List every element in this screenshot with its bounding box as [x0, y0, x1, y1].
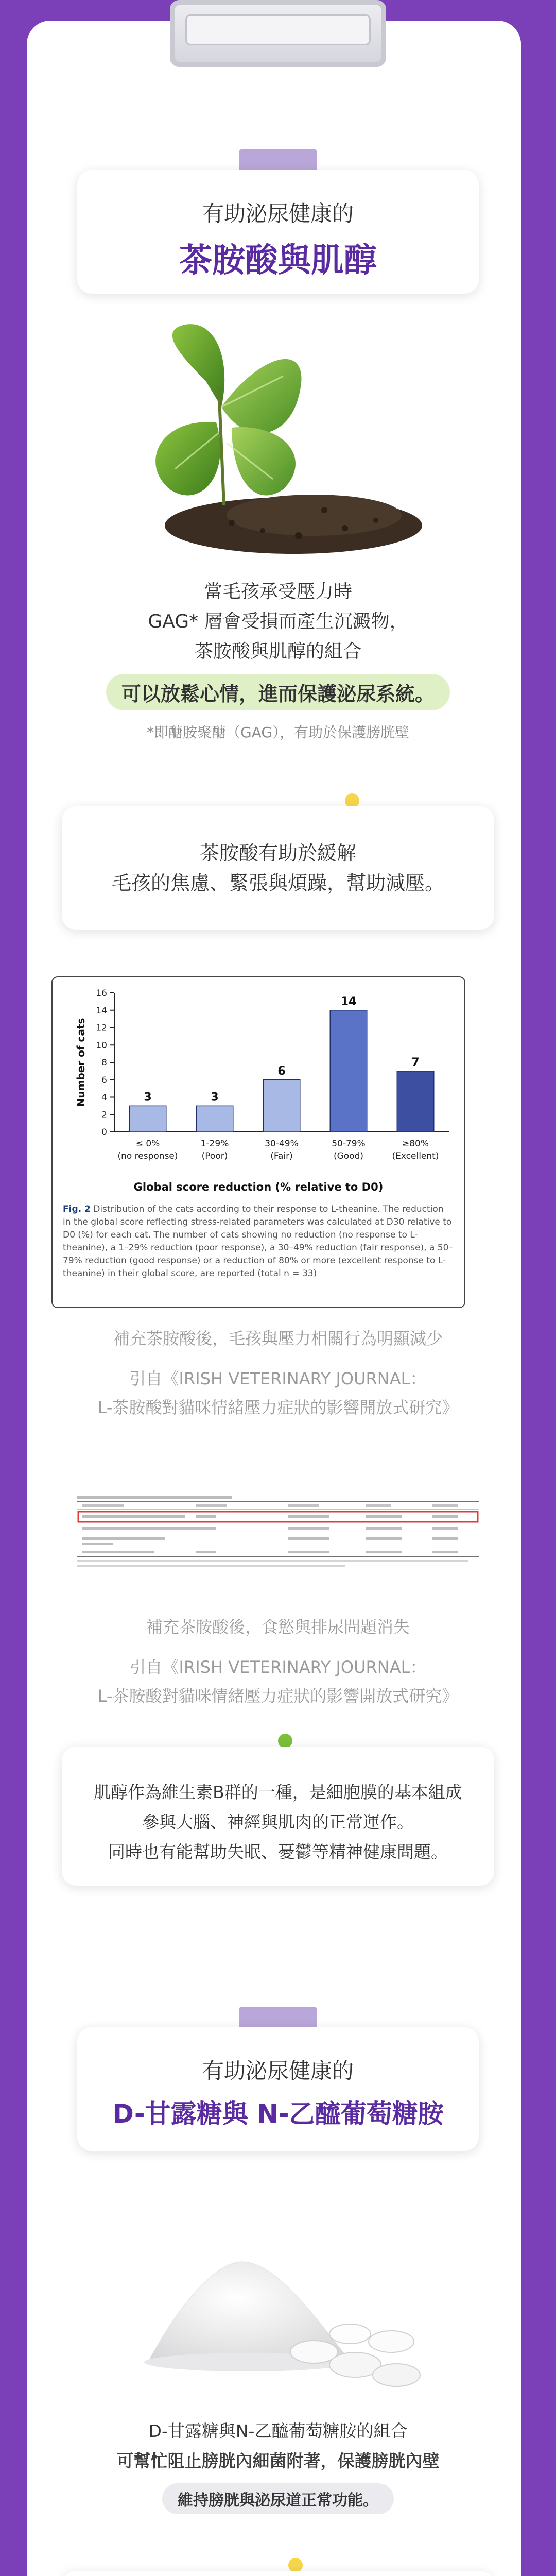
- chart-x-tick-label: (no response): [117, 1151, 178, 1161]
- chart-y-tick-label: 16: [96, 988, 107, 998]
- chart-cite-line1: 引自《IRISH VETERINARY JOURNAL：: [129, 1369, 427, 1388]
- chart-caption: [51, 1324, 505, 1422]
- section1-desc-line3: 茶胺酸與肌醇的組合: [194, 641, 361, 662]
- clipboard-clip-icon: [170, 0, 386, 67]
- chart-bar: [129, 1106, 166, 1132]
- chart-y-tick-label: 0: [101, 1127, 107, 1138]
- chart-cite-line2: L-茶胺酸對貓咪情緒壓力症狀的影響開放式研究》: [97, 1398, 459, 1417]
- theanine-line1: 茶胺酸有助於緩解: [199, 842, 356, 865]
- chart-caption-label: Fig. 2: [63, 1204, 91, 1214]
- chart-y-tick-label: 12: [96, 1023, 107, 1033]
- section2-description: [62, 2416, 494, 2476]
- chart-y-tick-label: 14: [96, 1005, 107, 1016]
- chart-x-tick-label: (Fair): [270, 1151, 293, 1161]
- table-caption: [51, 1613, 505, 1710]
- clip-slot: [185, 14, 371, 45]
- chart-y-tick-label: 8: [101, 1058, 107, 1068]
- yellow-dot-icon-2: [288, 2558, 303, 2572]
- chart-figure: [51, 976, 465, 1308]
- chart-caption-text: Distribution of the cats according to their response to L-theanine. The reduction in the global score reflecting stress-related parameters was calculated at D30 relative to D0 (%) for each cat. The number of cats showing no reduction (no response to L-theanine), a 1–29% reduction (poor response), a 30–49% reduction (fair response), a 50–79% reduction (good response) or a reduction of 80% or more (excellent response to L-theanine) in their global score, are reported (total n = 33): [63, 1204, 453, 1279]
- section1-footnote: *即醣胺聚醣（GAG），有助於保護膀胱壁: [146, 724, 410, 741]
- chart-x-tick-label: (Poor): [201, 1151, 228, 1161]
- chart-x-tick-label: ≤ 0%: [135, 1139, 160, 1149]
- section1-pill-wrap: [72, 674, 484, 710]
- section1-desc-line1: 當毛孩承受壓力時: [203, 581, 352, 602]
- chart-data-label: 14: [340, 995, 357, 1008]
- section2-subtitle: 有助泌尿健康的: [202, 2058, 354, 2083]
- chart-y-tick-label: 10: [96, 1040, 107, 1051]
- mannose-card: [62, 2571, 494, 2576]
- inositol-line2: 參與大腦、神經與肌肉的正常運作。: [142, 1812, 414, 1832]
- inositol-line3: 同時也有能幫助失眠、憂鬱等精神健康問題。: [108, 1842, 448, 1862]
- chart-bar: [397, 1071, 434, 1132]
- table-cite-line1: 引自《IRISH VETERINARY JOURNAL：: [129, 1657, 427, 1677]
- yellow-dot-icon: [345, 793, 359, 808]
- chart-y-tick-label: 2: [101, 1110, 107, 1121]
- chart-bar: [330, 1010, 367, 1132]
- section2-pill-wrap: [62, 2483, 494, 2514]
- section2-title: D-甘露糖與 N-乙醯葡萄糖胺: [112, 2099, 444, 2129]
- table-cite-line2: L-茶胺酸對貓咪情緒壓力症狀的影響開放式研究》: [97, 1686, 459, 1706]
- section2-header-card: [77, 2027, 479, 2151]
- green-dot-icon: [278, 1734, 292, 1748]
- chart-caption-main: 補充茶胺酸後，毛孩與壓力相關行為明顯減少: [113, 1329, 443, 1348]
- chart-x-tick-label: 50-79%: [332, 1139, 366, 1149]
- chart-x-tick-label: 1-29%: [200, 1139, 229, 1149]
- chart-y-tick-label: 6: [101, 1075, 107, 1086]
- chart-bar: [196, 1106, 233, 1132]
- section1-title: 茶胺酸與肌醇: [179, 242, 377, 280]
- theanine-card: [62, 806, 494, 930]
- chart-x-tick-label: ≥80%: [402, 1139, 429, 1149]
- section2-desc-line1: D-甘露糖與N-乙醯葡萄糖胺的組合: [148, 2421, 408, 2441]
- table-caption-main: 補充茶胺酸後，食慾與排尿問題消失: [146, 1617, 410, 1637]
- study-table-image: [77, 1494, 479, 1571]
- chart-x-tick-label: 30-49%: [265, 1139, 299, 1149]
- chart-data-label: 3: [144, 1091, 152, 1104]
- chart-x-tick-label: (Excellent): [392, 1151, 439, 1161]
- chart-ylabel: Number of cats: [75, 1018, 87, 1107]
- chart-xlabel: Global score reduction (% relative to D0): [133, 1181, 384, 1193]
- chart-figure-caption: [63, 1203, 454, 1280]
- chart-y-tick-label: 4: [101, 1092, 107, 1103]
- chart-data-label: 3: [211, 1091, 219, 1104]
- chart-data-label: 7: [411, 1056, 420, 1069]
- inositol-line1: 肌醇作為維生素B群的一種，是細胞膜的基本組成: [94, 1782, 462, 1802]
- inositol-card: [62, 1747, 494, 1886]
- section1-header-card: [77, 170, 479, 294]
- tea-leaves-image: [129, 319, 427, 562]
- section1-subtitle: 有助泌尿健康的: [202, 201, 354, 226]
- section1-desc-line2: GAG* 層會受損而產生沉澱物，: [148, 611, 408, 632]
- section1-highlight-pill: 可以放鬆心情，進而保護泌尿系統。: [106, 674, 450, 710]
- theanine-line2: 毛孩的焦慮、緊張與煩躁，幫助減壓。: [111, 872, 444, 894]
- section2-highlight-pill: 維持膀胱與泌尿道正常功能。: [162, 2483, 394, 2514]
- powder-tablets-image: [139, 2241, 427, 2396]
- bar-chart: [53, 977, 464, 1183]
- chart-x-tick-label: (Good): [333, 1151, 364, 1161]
- chart-bar: [263, 1080, 300, 1132]
- section2-desc-line2: 可幫忙阻止膀胱內細菌附著，保護膀胱內壁: [116, 2451, 440, 2471]
- chart-data-label: 6: [277, 1064, 286, 1078]
- section1-description: [72, 577, 484, 667]
